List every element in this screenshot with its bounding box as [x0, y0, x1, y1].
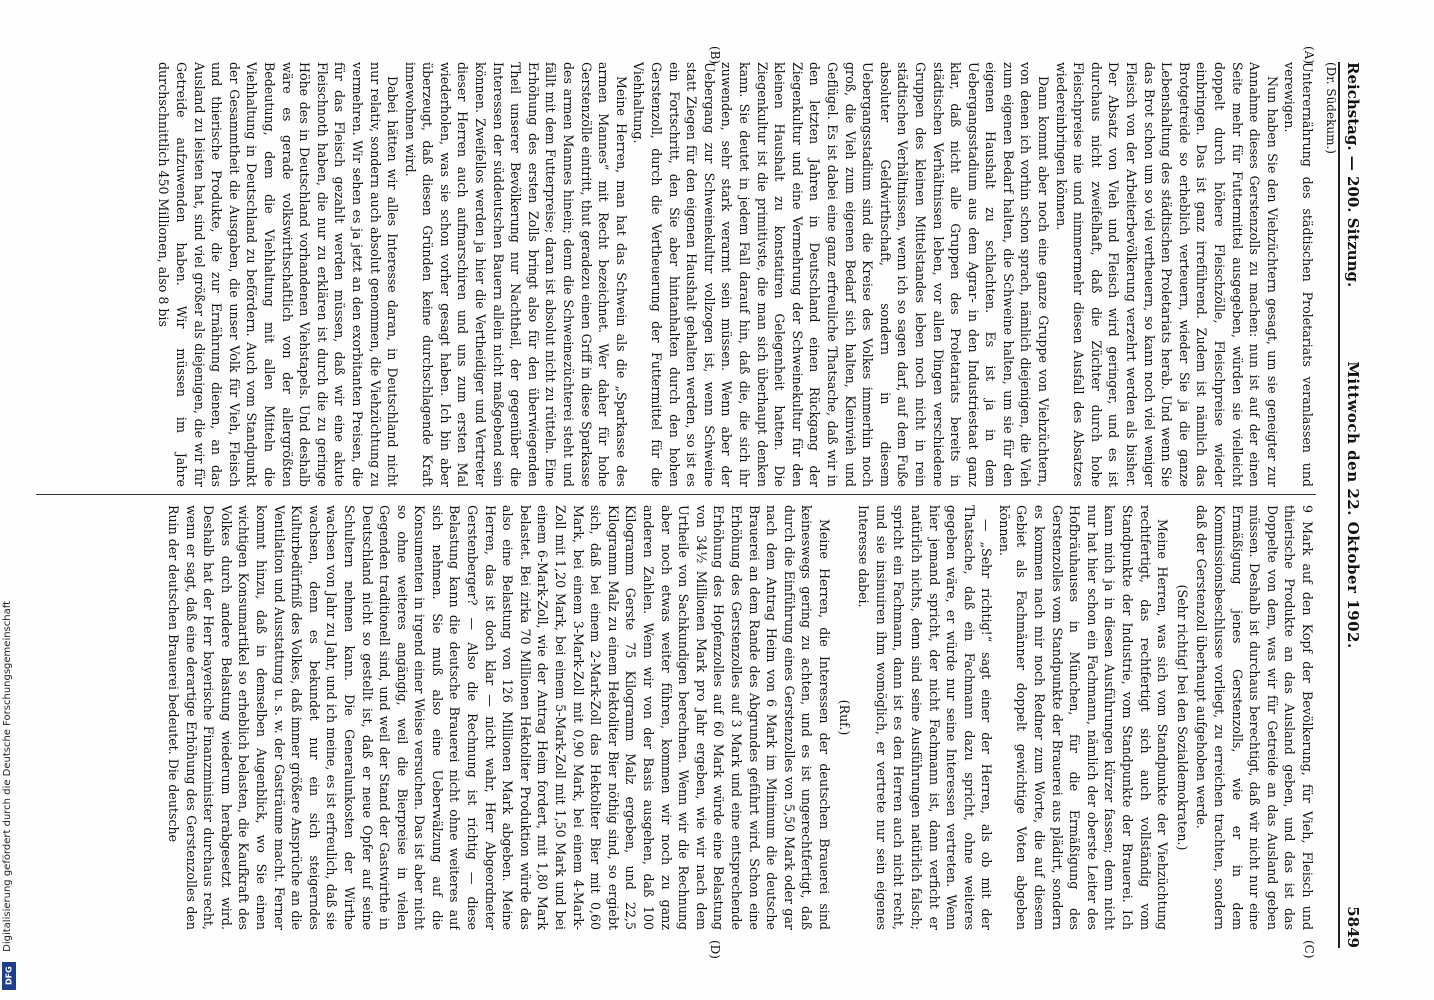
paragraph: Nun haben Sie den Viehzüchtern gesagt, um sie geneigter zur Annahme dieses Gerstenzolls zu machen: nun ist auf der einen Seite mehr für Futtermittel ausgegeben, würden sie vielleicht doppelt durch höhere Fleischzölle, Fleischpreise wieder einbringen. Das ist ganz irreführend. Zudem ist nämlich das Brotgetreide so erheblich verteuern, wieder Sie ja die ganze Lebenshaltung des städtischen Proletariats herab. Und wenn Sie das Brot schon um so viel vertheuern, so kann noch viel weniger Fleisch von der Arbeiterbevölkerung verzehrt werden als bisher. Der Absatz von Vieh und Fleisch wird geringer, und es ist durchaus nicht zweifelhaft, daß die Züchter durch hohe Fleischpreise nie und nimmermehr diesen Ausfall des Absatzes wiedereinbringen können. [1053, 62, 1280, 487]
left-column [36, 62, 1316, 487]
paragraph: — „Sehr richtig!“ sagt einer der Herren, als ob mit der Thatsache, daß ein Fachmann dazu spricht, ohne weiteres gegeben wäre, er würde nur seine Interessen vertreten. Wenn hier jemand spricht, der nicht Fachmann ist, dann verficht er natürlich nichts, denn sind seine Ausführungen natürlich falsch; spricht ein Fachmann, dann ist es den Herren auch nicht recht, und sie insinuiren ihm womöglich, er vertrete nur sein eigenes Interesse dabei. [856, 505, 995, 930]
margin-marker-c: (C) [1302, 940, 1316, 959]
margin-marker-b: (B) [708, 46, 722, 65]
paragraph: Meine Herren, was sich vom Standpunkte der Viehzüchtung rechtfertigt, das rechtfertigt sich auch vollständig vom Standpunkte der Industrie, vom Standpunkte der Brauerei. Ich kann mich ja in diesen Ausführungen kürzer fassen; denn nicht nur hat hier schon ein Fachmann, nämlich der oberste Leiter des Hofbräuhauses in München, für die Ermäßigung des Gerstenzolles vom Standpunkte der Brauerei aus plädirt, sondern es kommen nach mir noch Redner zum Worte, die auf diesem Gebiet als Fachmänner doppelt gewichtige Voten abgeben können. [996, 505, 1171, 930]
paragraph: Unterernährung des städtischen Proletariats veranlassen und verewigen. [1282, 62, 1315, 487]
paragraph: Dabei hätten wir alles Interesse daran, in Deutschland nicht nur relativ, sondern auch absolut genommen, die Viehzüchtung zu vermehren. Wir sehen es ja jetzt an den exorbitanten Preisen, die für das Fleisch gezahlt werden müssen, daß wir eine akute Fleischnoth haben, die nur zu erklären ist durch die zu geringe Höhe des in Deutschland vorhandenen Viehstapels. Und deshalb wäre es gerade volkswirthschaftlich von der allergrößten Bedeutung, dem die Viehhaltung mit allen Mitteln die Viehhaltung in Deutschland zu befördern. Auch vom Standpunkt der Gesammtheit die Ausgaben, die unser Volk für Vieh, Fleisch und thierische Produkte, die zur Ernährung dienen, an das Ausland zu leisten hat, sind viel größer als diejenigen, die wir für Getreide aufzuwenden haben. Wir müssen im Jahre durchschnittlich 450 Millionen, also 8 bis [156, 62, 401, 487]
paragraph: Meine Herren, die Interessen der deutschen Brauerei sind keineswegs gering zu achten, und es ist ungerechtfertigt, daß durch die Einführung eines Gerstenzolles von 5,50 Mark oder gar nach dem Antrag Heim von 6 Mark im Minimum die deutsche Brauerei an dem Rande des Abgrundes geführt wird. Schon eine Erhöhung des Gerstenzolles auf 3 Mark und eine entsprechende Erhöhung des Hopfenzolles auf 60 Mark würde eine Belastung von 34½ Millionen Mark pro Jahr ergeben, wie wir nach dem Urtheile von Sachkundigen berechnen. Wenn wir die Rechnung aber noch etwas weiter führen, kommen wir noch zu ganz anderen Zahlen. Wenn wir von der Basis ausgehen, daß 100 Kilogramm Gerste 75 Kilogramm Malz ergeben, und 22,5 Kilogramm Malz zu einem Hektoliter Bier nöthig sind, so ergiebt sich, daß bei einem 2-Mark-Zoll das Hektoliter Bier mit 0,60 Mark, bei einem 3-Mark-Zoll mit 0,90 Mark, bei einem 4-Mark-Zoll mit 1,20 Mark, bei einem 5-Mark-Zoll mit 1,50 Mark und bei einem 6-Mark-Zoll, wie der Antrag Heim fordert, mit 1,80 Mark belastet. Bei zirka 70 Millionen Hektoliter Produktion würde das also eine Belastung von 126 Millionen Mark abgeben. Meine Herren, das ist doch klar — nicht wahr, Herr Abgeordneter Gerstenberger? — Also die Rechnung ist richtig — diese Belastung kann die deutsche Brauerei nicht ohne weiteres auf sich nehmen. Sie muß also eine Ueberwälzung auf die Konsumenten in irgend einer Weise versuchen. Das ist aber nicht so ohne weiteres angängig, weil die Bierpreise in vielen Gegenden traditionell sind, und weil der Stand der Gastwirthe in Deutschland nicht so gestellt ist, daß er neue Opfer auf seine Schultern nehmen kann. Die Generalunkosten der Wirthe wachsen von Jahr zu Jahr, und ich meine, es ist erfreulich, daß sie wachsen, denn es bekundet nur ein sich steigerndes Kulturbedürfniß des Volkes, daß immer größere Ansprüche an die Ventilation und Ausstattung u. s. w. der Gasträume macht. Ferner kommt hinzu, daß in demselben Augenblick, wo Sie einen wichtigen Konsumartikel so erheblich belasten, die Kaufkraft des Volkes durch andere Belastung wiederum herabgesetzt wird. Deshalb hat der Herr bayerische Finanzminister durchaus recht, wenn er sagt, daß eine derartige Erhöhung des Gerstenzolles den Ruin der deutschen Brauerei bedeutet. Die deutsche [166, 505, 832, 930]
right-column [36, 505, 1316, 930]
page-number: 5849 [1344, 906, 1362, 948]
margin-marker-a: (A) [1302, 46, 1316, 65]
digitization-footer [0, 0, 20, 1000]
header-date: Mittwoch den 22. Oktober 1902. [1344, 361, 1362, 649]
interjection: (Sehr richtig! bei den Sozialdemokraten.) [1174, 584, 1190, 851]
page-header [1338, 62, 1374, 948]
column-divider [36, 494, 1316, 495]
funding-credit: Digitalisierung gefördert durch die Deutsche Forschungsgemeinschaft [2, 601, 13, 952]
paragraph: 9 Mark auf den Kopf der Bevölkerung, für Vieh, Fleisch und thierische Produkte an das Ausland geben, und das ist das Doppelte von dem, was wir für Getreide an das Ausland geben müssen. Deshalb ist durchaus berechtigt, daß wir nicht nur eine Ermäßigung jenes Gerstenzolls, wie er in dem Kommissionsbeschlusse vorliegt, zu erreichen trachten, sondern daß der Gerstenzoll überhaupt aufgehoben werde. [1194, 505, 1315, 930]
paragraph: Meine Herren, man hat das Schwein als die „Sparkasse des armen Mannes“ mit Recht bezeichnet. Wer daher für hohe Gerstenzölle eintritt, thut geradezu einen Griff in diese Sparkasse des armen Mannes hinein; denn die Schweinezüchterei steht und fällt mit dem Futterpreise; daran ist absolut nicht zu rütteln. Eine Erhöhung des ersten Zolls bringt also für den überwiegenden Theil unserer Bevölkerung nur Nachtheil, der gegenüber die Interessen der süddeutschen Bauern allein nicht maßgebend sein können. Zweifellos werden ja hier die Vertheidiger und Vertreter dieser Herren auch aufmarschiren und uns zum ersten Mal wiederholen, was sie schon vorher gesagt haben. Ich bin aber überzeugt, daß diesen Gründen keine durchschlagende Kraft innewohnen wird. [402, 62, 629, 487]
paragraph: Dann kommt aber noch eine ganze Gruppe von Viehzüchtern, von denen ich vorhin schon sprach, nämlich diejenigen, die Vieh zum eigenen Bedarf halten, die Schweine halten, um sie für den eigenen Haushalt zu schlachten. Es ist ja in dem Uebergangsstadium aus dem Agrar- in den Industriestaat ganz klar, daß nicht alle Gruppen des Proletariats bereits in städtischen Verhältnissen leben, vor allen Dingen verschiedene Gruppen des kleinen Mittelstandes leben noch nicht in rein städtischen Verhältnissen, wenn ich so sagen darf, auf dem Fuße absoluter Geldwirthschaft, sondern in diesem Uebergangsstadium sind die Kreise des Volkes immerhin noch groß, die Vieh zum eigenen Bedarf sich halten, Kleinvieh und Geflügel. Es ist dabei eine ganz erfreuliche Thatsache, daß wir in den letzten Jahren in Deutschland einen Rückgang der Ziegenkultur und eine Vermehrung der Schweinekultur für den kleinen Haushalt zu konstatiren Gelegenheit hatten. Die Ziegenkultur ist die primitivste, die man sich überhaupt denken kann. Sie deutet in jedem Fall darauf hin, daß die, die sich ihr zuwenden, sehr stark verarmt sein müssen. Wenn aber der Uebergang zur Schweinekultur vollzogen ist, wenn Schweine statt Ziegen für den eigenen Haushalt gehalten werden, so ist es ein Fortschritt, den Sie aber hintanhalten durch den hohen Gerstenzoll, durch die Vertheuerung der Futtermittel für die Viehhaltung. [631, 62, 1052, 487]
interjection: (Ruf.) [836, 699, 852, 736]
speaker-label: (Dr. Südekum.) [1324, 62, 1338, 154]
header-left: Reichstag. — 200. Sitzung. [1344, 62, 1362, 288]
dfg-logo-icon: DFG [2, 962, 16, 990]
margin-marker-d: (D) [708, 940, 722, 959]
